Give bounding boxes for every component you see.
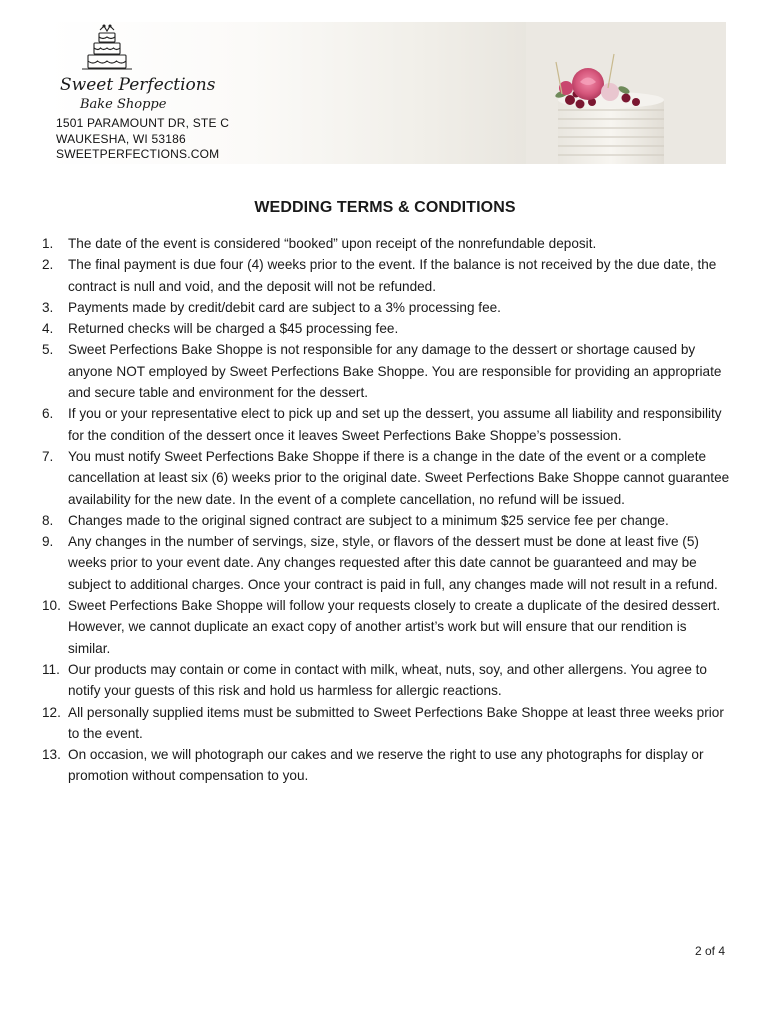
- page-number: 2 of 4: [694, 944, 725, 958]
- term-text: If you or your representative elect to pick up and set up the dessert, you assume all liability and responsibility for the condition of the dessert once it leaves Sweet Perfections Bake Shoppe’s possession.: [68, 406, 722, 443]
- term-text: Our products may contain or come in contact with milk, wheat, nuts, soy, and other allergens. You agree to notify your guests of this risk and hold us harmless for allergic reactions.: [68, 661, 707, 699]
- term-text: The date of the event is considered “booked” upon receipt of the nonrefundable deposit.: [68, 236, 597, 251]
- term-text: Returned checks will be charged a $45 processing fee.: [68, 321, 399, 337]
- header-banner: [46, 22, 726, 164]
- term-number: 2.: [42, 257, 54, 273]
- term-number: 1.: [42, 236, 54, 251]
- term-item: [42, 702, 732, 745]
- term-number: 6.: [42, 406, 54, 422]
- term-item: [42, 403, 732, 446]
- term-number: 13.: [42, 747, 61, 763]
- wedding-cake-photo: [526, 22, 726, 164]
- term-text: Payments made by credit/debit card are subject to a 3% processing fee.: [68, 299, 501, 315]
- website-text: SWEETPERFECTIONS.COM: [56, 147, 220, 161]
- term-item: [42, 339, 732, 403]
- term-item: [42, 659, 732, 702]
- terms-list: [42, 233, 732, 787]
- term-text: You must notify Sweet Perfections Bake Shoppe if there is a change in the date of the event or a complete cancellation at least six (6) weeks prior to the original date. Sweet Perfections Bake Shoppe cannot guarantee availability for the new date. In the event of a complete cancellation, no refund will be issued.: [68, 448, 730, 507]
- page-title: WEDDING TERMS & CONDITIONS: [254, 199, 516, 216]
- address-city: WAUKESHA, WI 53186: [56, 131, 186, 146]
- term-item: [42, 233, 732, 254]
- term-item: [42, 531, 732, 595]
- term-item: [42, 318, 732, 339]
- term-number: 10.: [42, 598, 61, 614]
- term-text: Sweet Perfections Bake Shoppe is not responsible for any damage to the dessert or shortage caused by anyone NOT employed by Sweet Perfections Bake Shoppe. You are responsible for providing an appropriate and secure table and environment for the dessert.: [68, 342, 722, 401]
- term-number: 4.: [42, 321, 54, 337]
- term-item: [42, 446, 732, 510]
- term-item: [42, 595, 732, 659]
- term-text: The final payment is due four (4) weeks prior to the event. If the balance is not received by the due date, the contract is null and void, and the deposit will not be refunded.: [68, 257, 717, 294]
- term-number: 3.: [42, 299, 54, 315]
- term-item: [42, 510, 732, 531]
- term-text: Sweet Perfections Bake Shoppe will follow your requests closely to create a duplicate of the desired dessert. However, we cannot duplicate an exact copy of another artist’s work but will ensure that our rendition is similar.: [68, 598, 721, 656]
- term-text: On occasion, we will photograph our cakes and we reserve the right to use any photographs for display or promotion without compensation to you.: [68, 747, 704, 784]
- term-text: Any changes in the number of servings, size, style, or flavors of the dessert must be done at least five (5) weeks prior to your event date. Any changes requested after this date cannot be guaranteed and may be subject to additional charges. Once your contract is paid in full, any changes made will not result in a refund.: [68, 534, 718, 592]
- logo-line2: Bake Shoppe: [80, 97, 167, 112]
- term-number: 11.: [42, 661, 60, 677]
- term-number: 7.: [42, 448, 54, 464]
- logo-line1: Sweet Perfections: [60, 75, 216, 95]
- cake-icon: [82, 25, 132, 69]
- term-text: Changes made to the original signed contract are subject to a minimum $25 service fee per change.: [68, 512, 669, 528]
- address-street: 1501 PARAMOUNT DR, STE C: [56, 116, 230, 130]
- address-block: [56, 116, 229, 163]
- term-item: [42, 254, 732, 297]
- term-text: All personally supplied items must be submitted to Sweet Perfections Bake Shoppe at least three weeks prior to the event.: [68, 704, 724, 741]
- term-number: 8.: [42, 512, 54, 528]
- term-number: 9.: [42, 534, 54, 550]
- term-number: 12.: [42, 704, 61, 720]
- bakery-logo: [54, 24, 254, 116]
- term-number: 5.: [42, 342, 54, 358]
- term-item: [42, 297, 732, 318]
- term-item: [42, 744, 732, 787]
